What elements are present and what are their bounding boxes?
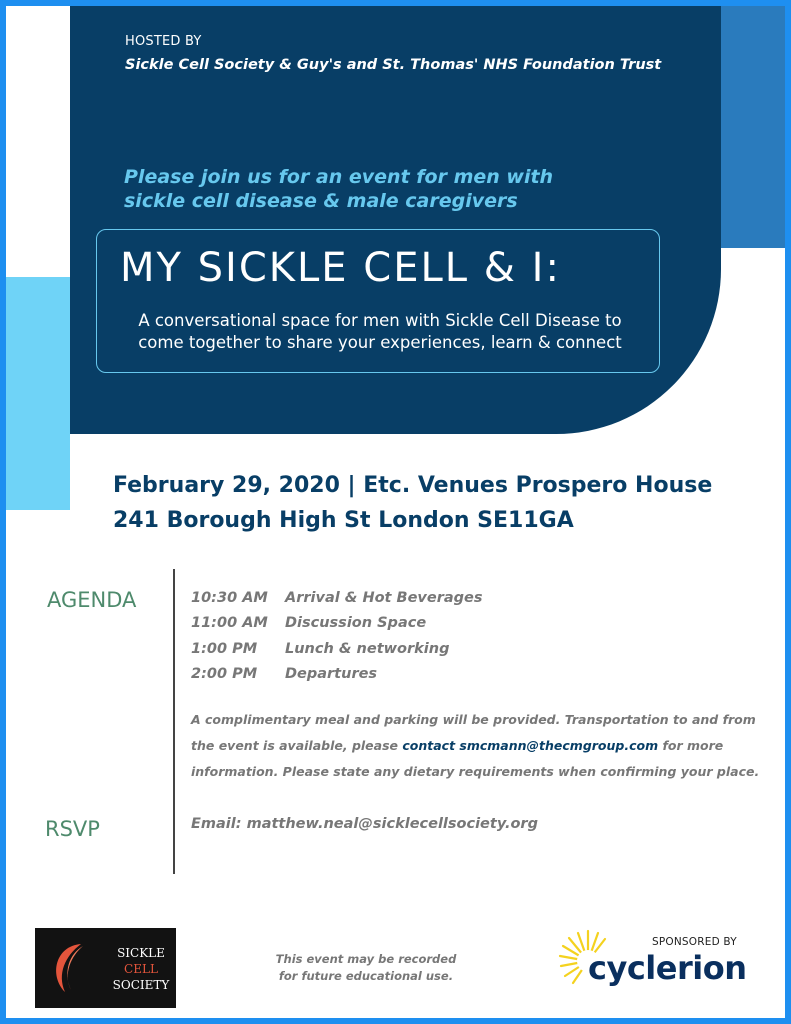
agenda-item: [191, 611, 482, 637]
event-date-venue: February 29, 2020 | Etc. Venues Prospero House: [113, 473, 713, 498]
info-line: information. Please state any dietary requirements when confirming your place.: [191, 764, 760, 779]
frame-left: [0, 0, 6, 1024]
hosted-by-label: HOSTED BY: [125, 34, 202, 49]
frame-bottom: [0, 1018, 791, 1024]
agenda-item: [191, 585, 482, 611]
agenda-activity: Departures: [285, 666, 378, 683]
event-address: 241 Borough High St London SE11GA: [113, 508, 574, 533]
event-title: MY SICKLE CELL & I:: [120, 245, 561, 291]
subtitle-line: A conversational space for men with Sickle Cell Disease to: [138, 311, 622, 330]
info-text: for more: [658, 738, 724, 753]
agenda-item: [191, 662, 482, 688]
invitation-line: Please join us for an event for men with: [124, 166, 554, 188]
sponsored-by-label: SPONSORED BY: [652, 936, 737, 948]
agenda-activity: Lunch & networking: [285, 640, 450, 657]
invitation-text: [124, 165, 604, 213]
event-info: [191, 707, 781, 785]
logo-line: SOCIETY: [112, 978, 170, 992]
agenda-label: AGENDA: [47, 588, 137, 612]
recording-notice: [251, 951, 481, 985]
info-line: A complimentary meal and parking will be provided. Transportation to and from: [191, 712, 756, 727]
decorative-blue-block: [712, 6, 785, 248]
notice-line: for future educational use.: [278, 969, 454, 983]
logo-line: CELL: [124, 962, 158, 976]
frame-right: [785, 0, 791, 1024]
invitation-line: sickle cell disease & male caregivers: [124, 190, 518, 212]
sickle-cell-society-logo: [35, 928, 176, 1008]
hosts-names: Sickle Cell Society & Guy's and St. Thomas' NHS Foundation Trust: [125, 57, 662, 73]
subtitle-line: come together to share your experiences, learn & connect: [138, 333, 622, 352]
rsvp-label: RSVP: [45, 817, 100, 841]
crescent-icon: [43, 938, 103, 998]
agenda-item: [191, 636, 482, 662]
agenda-time: 2:00 PM: [191, 666, 258, 683]
logo-line: SICKLE: [117, 946, 165, 960]
agenda-time: 1:00 PM: [191, 640, 258, 657]
sponsor-logo-text: cyclerion: [588, 949, 747, 987]
info-text: the event is available, please: [191, 738, 403, 753]
agenda-activity: Discussion Space: [285, 615, 427, 632]
logo-text: [109, 945, 173, 993]
vertical-divider: [173, 569, 175, 874]
agenda-time: 11:00 AM: [191, 615, 268, 632]
rsvp-email[interactable]: Email: matthew.neal@sicklecellsociety.org: [191, 816, 538, 832]
agenda-activity: Arrival & Hot Beverages: [285, 589, 483, 606]
notice-line: This event may be recorded: [275, 952, 457, 966]
event-subtitle: [110, 310, 650, 354]
decorative-light-block: [6, 277, 70, 510]
agenda-time: 10:30 AM: [191, 589, 268, 606]
contact-email-link[interactable]: contact smcmann@thecmgroup.com: [402, 738, 659, 753]
agenda-list: [191, 585, 482, 687]
info-line: [191, 733, 781, 759]
